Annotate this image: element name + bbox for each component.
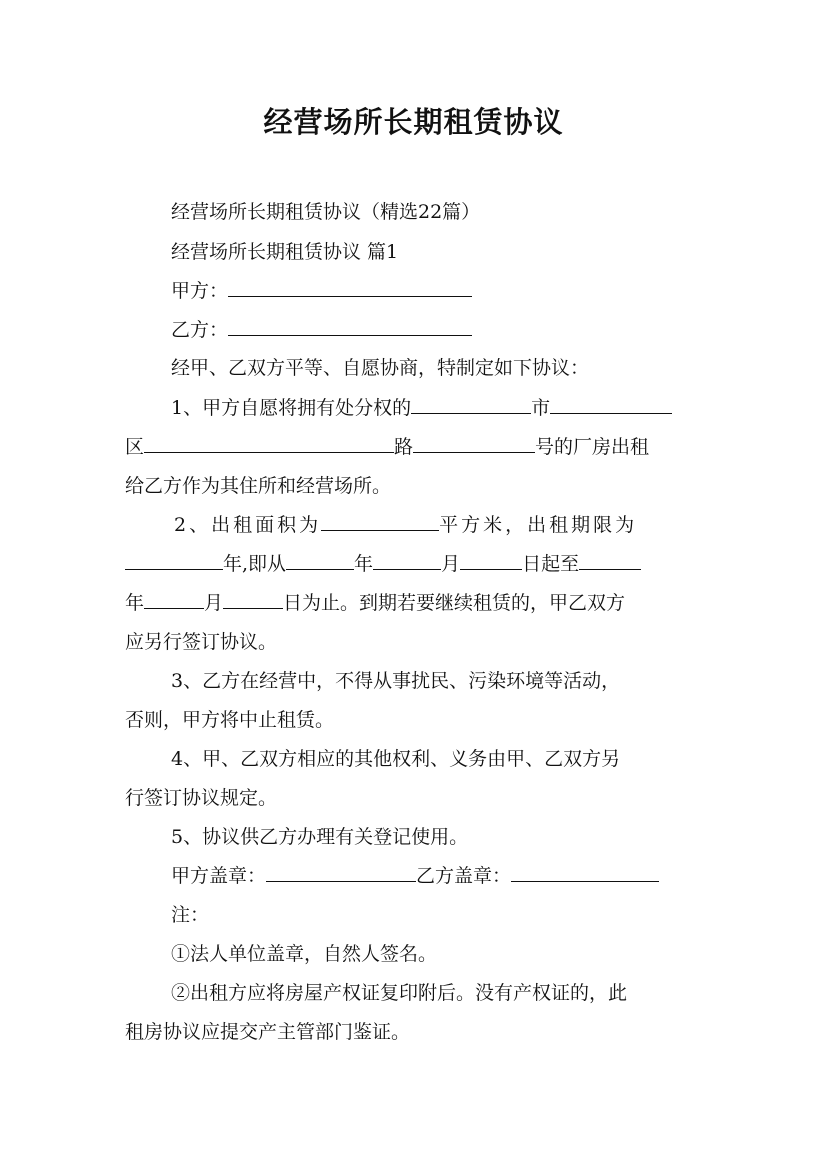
clause-1-line-3: 给乙方作为其住所和经营场所。 (125, 475, 392, 497)
clause-4-line-1: 4、甲、乙双方相应的其他权利、义务由甲、乙双方另 (171, 748, 621, 770)
blank-end-year (579, 551, 641, 570)
blank-start-year (286, 551, 354, 570)
party-a-label: 甲方： (171, 280, 229, 302)
document-title: 经营场所长期租赁协议 (263, 105, 564, 139)
blank-area (321, 512, 439, 531)
party-b-blank (228, 317, 472, 336)
clause-5-line: 5、协议供乙方办理有关登记使用。 (171, 826, 469, 848)
clause-1-text-city: 市 (531, 397, 551, 419)
clause-2-text-end: 日为止。到期若要继续租赁的，甲乙双方 (283, 592, 626, 614)
note-1: ①法人单位盖章，自然人签名。 (171, 943, 438, 965)
intro-paragraph: 经甲、乙双方平等、自愿协商，特制定如下协议： (171, 357, 590, 379)
party-a-line (171, 278, 703, 304)
section-heading: 经营场所长期租赁协议 篇1 (171, 241, 399, 263)
clause-2-text-end-month: 月 (204, 592, 224, 614)
party-b-seal-blank (511, 863, 659, 882)
subtitle-line: 经营场所长期租赁协议（精选22篇） (171, 201, 481, 223)
signature-line (171, 863, 703, 889)
clause-2-line-4: 应另行签订协议。 (125, 631, 278, 653)
blank-road (413, 434, 535, 453)
note-2-line-1: ②出租方应将房屋产权证复印附后。没有产权证的，此 (171, 982, 628, 1004)
blank-owner-rights (411, 395, 531, 414)
party-b-label: 乙方： (171, 319, 229, 341)
clause-1-text-a: 1、甲方自愿将拥有处分权的 (171, 397, 412, 419)
note-2-line-2: 租房协议应提交产主管部门鉴证。 (125, 1021, 411, 1043)
blank-start-month (373, 551, 441, 570)
clause-2-text-month: 月 (441, 553, 461, 575)
clause-2-line-1 (174, 512, 703, 538)
clause-1-line-1 (171, 395, 703, 421)
clause-2-line-2 (125, 551, 703, 577)
clause-2-text-area: 2、出租面积为 (174, 514, 322, 536)
clause-2-text-term: 平方米，出租期限为 (439, 514, 638, 536)
blank-end-month (144, 590, 204, 609)
note-heading: 注： (171, 904, 210, 926)
party-a-blank (228, 278, 472, 297)
blank-district (144, 434, 394, 453)
clause-1-text-number: 号的厂房出租 (535, 436, 650, 458)
clause-2-text-end-year: 年 (125, 592, 145, 614)
clause-1-text-district: 区 (125, 436, 145, 458)
clause-1-line-2 (125, 434, 703, 460)
clause-4-line-2: 行签订协议规定。 (125, 787, 278, 809)
clause-2-text-from: 年,即从 (223, 553, 287, 575)
clause-3-line-2: 否则，甲方将中止租赁。 (125, 709, 335, 731)
party-b-line (171, 317, 703, 343)
blank-city (550, 395, 672, 414)
clause-2-line-3 (125, 590, 703, 616)
blank-start-day (460, 551, 522, 570)
party-b-seal-label: 乙方盖章： (416, 865, 512, 887)
clause-2-text-year: 年 (354, 553, 374, 575)
clause-2-text-until: 日起至 (522, 553, 580, 575)
clause-3-line-1: 3、乙方在经营中，不得从事扰民、污染环境等活动， (171, 670, 621, 692)
blank-end-day (223, 590, 283, 609)
party-a-seal-label: 甲方盖章： (171, 865, 267, 887)
clause-1-text-road: 路 (394, 436, 414, 458)
party-a-seal-blank (266, 863, 416, 882)
blank-years (125, 551, 223, 570)
